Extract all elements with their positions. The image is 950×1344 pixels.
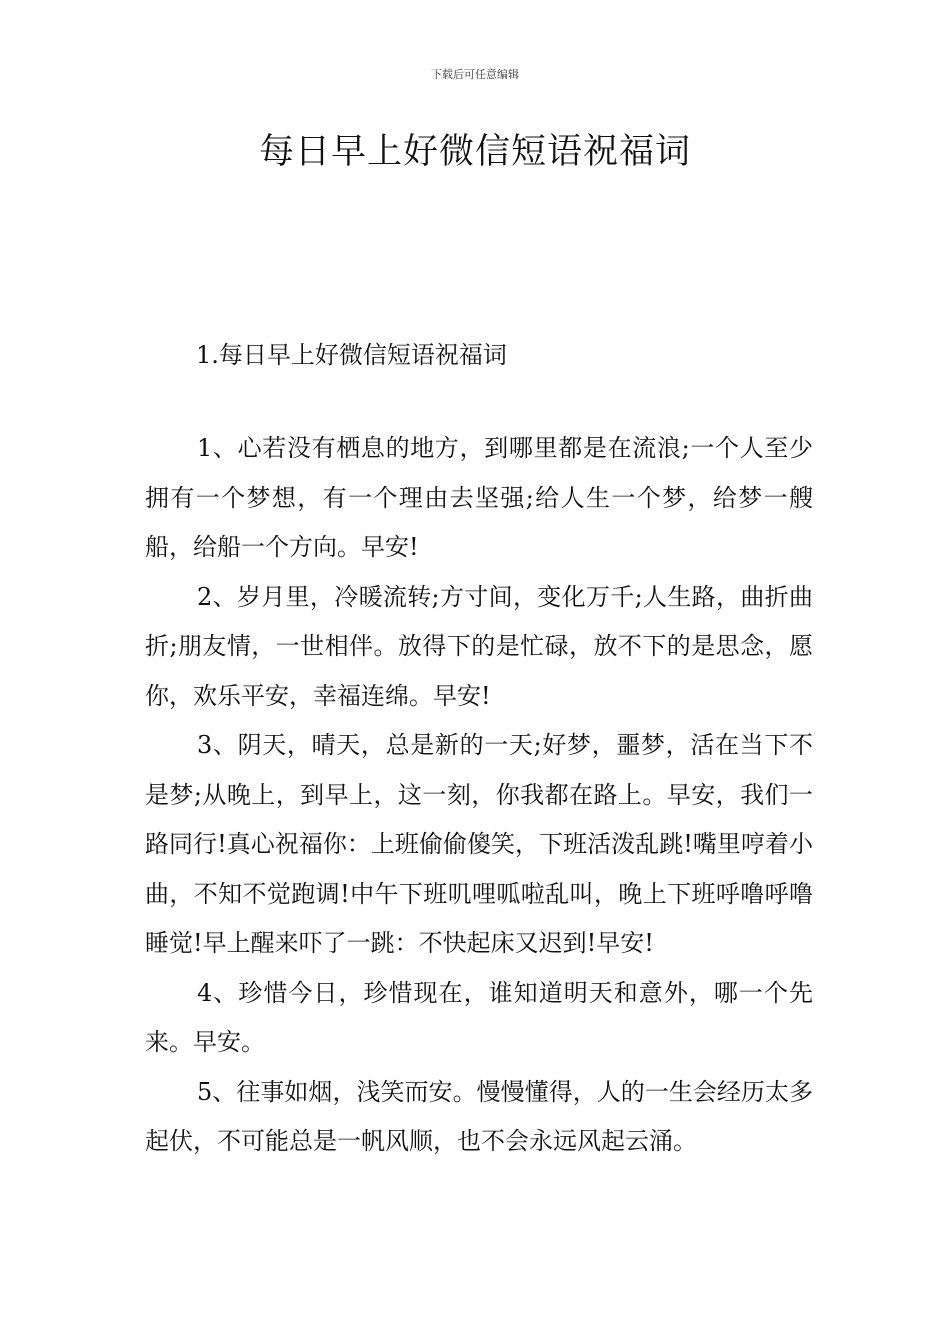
paragraph-2: 2、岁月里，冷暖流转;方寸间，变化万千;人生路，曲折曲折;朋友情，一世相伴。放得下的是忙碌，放不下的是思念，愿你，欢乐平安，幸福连绵。早安! bbox=[145, 582, 813, 710]
page-title: 每日早上好微信短语祝福词 bbox=[258, 132, 691, 172]
paragraph-4: 4、珍惜今日，珍惜现在，谁知道明天和意外，哪一个先来。早安。 bbox=[145, 978, 813, 1056]
paragraph-1: 1、心若没有栖息的地方，到哪里都是在流浪;一个人至少拥有一个梦想，有一个理由去坚强;给人生一个梦，给梦一艘船，给船一个方向。早安! bbox=[145, 434, 813, 561]
header-note: 下载后可任意编辑 bbox=[431, 68, 519, 81]
section-heading: 1.每日早上好微信短语祝福词 bbox=[196, 341, 507, 369]
paragraph-3: 3、阴天，晴天，总是新的一天;好梦，噩梦，活在当下不是梦;从晚上，到早上，这一刻，你我都在路上。早安，我们一路同行!真心祝福你：上班偷偷傻笑，下班活泼乱跳!嘴里哼着小曲，不知不觉跑调!中午下班叽哩呱啦乱叫，晚上下班呼噜呼噜睡觉!早上醒来吓了一跳：不快起床又迟到!早安! bbox=[145, 731, 813, 957]
paragraph-5: 5、往事如烟，浅笑而安。慢慢懂得，人的一生会经历太多起伏，不可能总是一帆风顺，也不会永远风起云涌。 bbox=[145, 1077, 813, 1155]
document-body bbox=[145, 424, 813, 1167]
